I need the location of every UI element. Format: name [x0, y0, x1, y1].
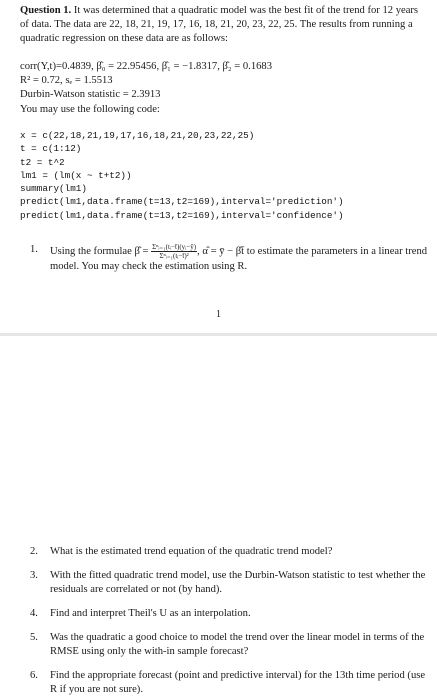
beta-formula-fraction	[151, 243, 197, 260]
use-code-note: You may use the following code:	[20, 104, 160, 115]
code-line: predict(lm1,data.frame(t=13,t2=169),interval='prediction')	[20, 196, 344, 208]
question-number: 5.	[30, 632, 38, 643]
page-2	[0, 336, 437, 700]
code-line: t2 = t^2	[20, 156, 65, 168]
question-label: Question 1.	[20, 5, 72, 16]
code-line: lm1 = (lm(x ~ t+t2))	[20, 169, 132, 181]
question-number: 4.	[30, 608, 38, 619]
question-number: 3.	[30, 570, 38, 581]
r-code-block	[20, 129, 430, 222]
question-text	[50, 243, 428, 274]
q1-lead: Using the formulae	[50, 245, 132, 257]
question-text: It was determined that a quadratic model was the best fit of the trend for 12 years of data. The data are 22, 18, 21, 19, 17, 16, 18, 21, 20, 23, 22, 25. The results from running a quadratic regression on these data are as follows:	[20, 5, 419, 44]
question-number: 2.	[30, 546, 38, 557]
regression-results	[20, 60, 428, 102]
code-line: t = c(1:12)	[20, 143, 82, 155]
q1-rest: , α̂ = ȳ − β̂t̄ to estimate the parameters in a linear trend model. You may check the estimation using R.	[50, 245, 428, 272]
page-1	[0, 0, 437, 333]
fraction-denominator: Σⁿᵢ₌₁(tᵢ−t̄)²	[159, 252, 189, 260]
question-text: Find and interpret Theil's U as an interpolation.	[50, 608, 251, 619]
page-number: 1	[216, 309, 221, 320]
question-intro	[20, 4, 428, 46]
question-text: With the fitted quadratic trend model, use the Durbin-Watson statistic to test whether the residuals are correlated or not (by hand).	[50, 570, 426, 595]
beta-hat-symbol: β̂ =	[134, 245, 149, 257]
code-line: summary(lm1)	[20, 183, 87, 195]
stats-line-3: Durbin-Watson statistic = 2.3913	[20, 89, 161, 100]
code-line: predict(lm1,data.frame(t=13,t2=169),interval='confidence')	[20, 209, 344, 221]
stats-line-2: R² = 0.72, sₑ = 1.5513	[20, 75, 113, 86]
question-text: Find the appropriate forecast (point and predictive interval) for the 13th time period (use R if you are not sure).	[50, 670, 426, 695]
question-text: Was the quadratic a good choice to model the trend over the linear model in terms of the RMSE using only the with-in sample forecast?	[50, 632, 425, 657]
question-text: What is the estimated trend equation of the quadratic trend model?	[50, 546, 333, 557]
question-number: 6.	[30, 670, 38, 681]
fraction-numerator: Σⁿᵢ₌₁(tᵢ−t̄)(yᵢ−ȳ)	[152, 243, 197, 251]
stats-line-1: corr(Y,t)=0.4839, β̂₀ = 22.95456, β̂₁ = −1.8317, β̂₂ = 0.1683	[20, 61, 273, 72]
code-line: x = c(22,18,21,19,17,16,18,21,20,23,22,25)	[20, 130, 255, 141]
question-number: 1.	[30, 244, 38, 255]
